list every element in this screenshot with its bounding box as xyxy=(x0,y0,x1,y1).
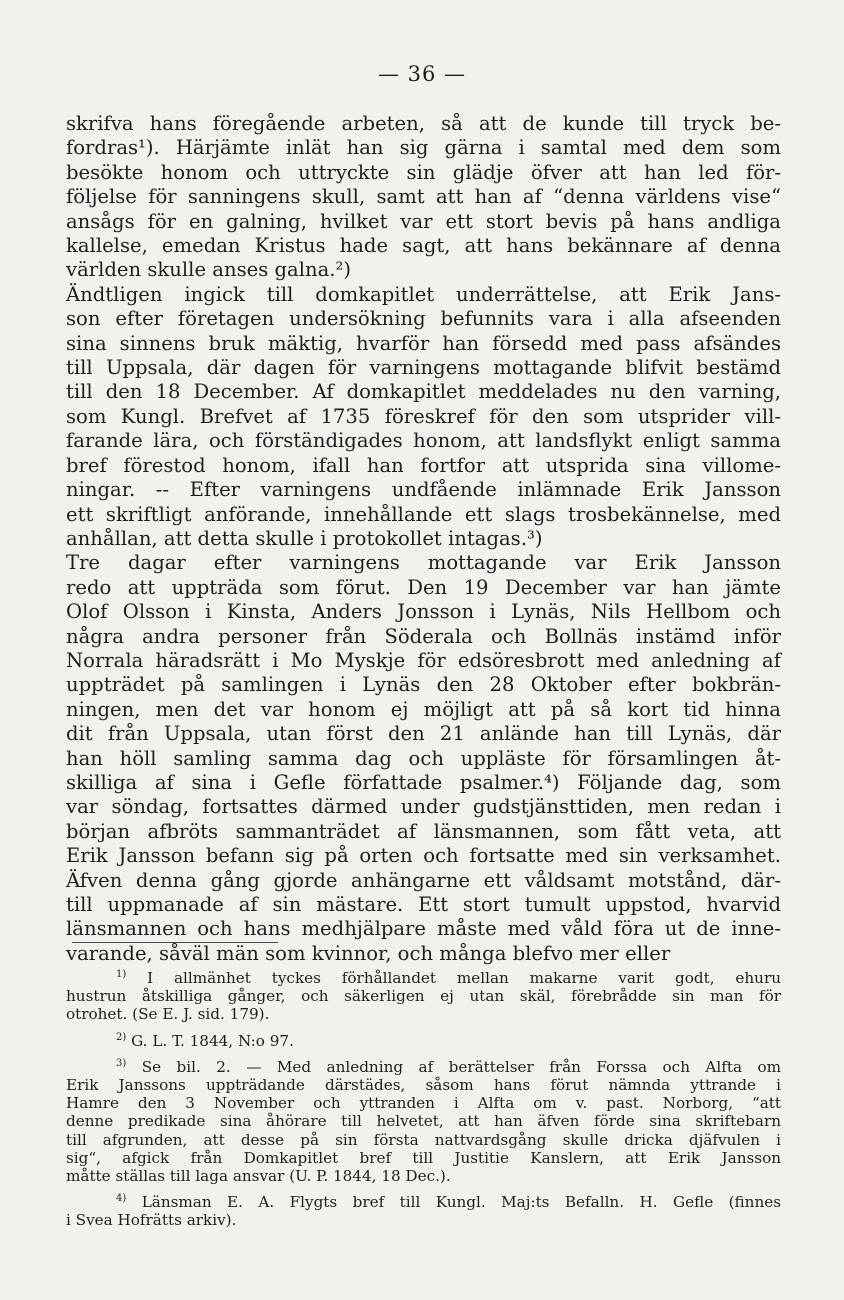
footnote-line: i Svea Hofrätts arkiv). xyxy=(66,1211,237,1230)
body-line: farande lära, och förständigades honom, att landsflykt enligt samma xyxy=(66,429,781,453)
footnote-mark: 4) xyxy=(116,1193,127,1205)
body-line: några andra personer från Söderala och Bollnäs instämd inför xyxy=(66,624,781,648)
body-line: ansågs för en galning, hvilket var ett stort bevis på hans andliga xyxy=(66,209,781,233)
body-line: följelse för sanningens skull, samt att han af “denna världens vise“ xyxy=(66,185,781,209)
footnote-first-line xyxy=(66,1032,781,1050)
body-line: skilliga af sina i Gefle författade psalmer.⁴) Följande dag, som xyxy=(66,770,781,794)
body-line: redo att uppträda som förut. Den 19 December var han jämte xyxy=(66,575,781,599)
footnote-line: hustrun åtskilliga gånger, och säkerligen ej utan skäl, förebrådde sin man för xyxy=(66,987,781,1006)
body-line: var söndag, fortsattes därmed under gudstjänsttiden, men redan i xyxy=(66,795,781,819)
footnote-first-line xyxy=(66,969,781,987)
footnote-mark: 3) xyxy=(116,1057,127,1069)
footnote-line: otrohet. (Se E. J. sid. 179). xyxy=(66,1005,270,1024)
body-line: till den 18 December. Af domkapitlet meddelades nu den varning, xyxy=(66,380,781,404)
body-line: början afbröts sammanträdet af länsmannen, som fått veta, att xyxy=(66,819,781,843)
body-line: ett skriftligt anförande, innehållande ett slags trosbekännelse, med xyxy=(66,502,781,526)
footnote-line: Erik Janssons uppträdande därstädes, såsom hans förut nämnda yttrande i xyxy=(66,1076,781,1095)
body-line: uppträdet på samlingen i Lynäs den 28 Oktober efter bokbrän- xyxy=(66,673,781,697)
body-line: Äfven denna gång gjorde anhängarne ett våldsamt motstånd, där- xyxy=(66,868,781,892)
footnote-text: Länsman E. A. Flygts bref till Kungl. Maj:ts Befalln. H. Gefle (finnes xyxy=(141,1193,782,1212)
footnote xyxy=(66,1193,781,1229)
body-line: ningen, men det var honom ej möjligt att på så kort tid hinna xyxy=(66,697,781,721)
body-line: som Kungl. Brefvet af 1735 föreskref för den som utsprider vill- xyxy=(66,404,781,428)
footnote xyxy=(66,969,781,1024)
body-line: Ändtligen ingick till domkapitlet underrättelse, att Erik Jans- xyxy=(66,282,781,306)
body-line: kallelse, emedan Kristus hade sagt, att hans bekännare af denna xyxy=(66,234,781,258)
footnote xyxy=(66,1058,781,1185)
body-line: son efter företagen undersökning befunnits vara i alla afseenden xyxy=(66,307,781,331)
footnote-text: Se bil. 2. — Med anledning af berättelser från Forssa och Alfta om xyxy=(141,1057,782,1076)
body-line: Norrala häradsrätt i Mo Myskje för edsöresbrott med anledning af xyxy=(66,648,781,672)
body-line: fordras¹). Härjämte inlät han sig gärna i samtal med dem som xyxy=(66,136,781,160)
body-line: han höll samling samma dag och uppläste för församlingen åt- xyxy=(66,746,781,770)
footnote xyxy=(66,1032,781,1050)
footnote-mark: 1) xyxy=(116,968,127,980)
body-line: Olof Olsson i Kinsta, Anders Jonsson i Lynäs, Nils Hellbom och xyxy=(66,600,781,624)
body-line: Tre dagar efter varningens mottagande var Erik Jansson xyxy=(66,551,781,575)
body-line: länsmannen och hans medhjälpare måste med våld föra ut de inne- xyxy=(66,917,781,941)
body-line: varande, såväl män som kvinnor, och många blefvo mer eller xyxy=(66,941,671,965)
body-line: besökte honom och uttryckte sin glädje öfver att han led för- xyxy=(66,160,781,184)
page-number: — 36 — xyxy=(377,62,467,86)
footnote-first-line xyxy=(66,1058,781,1076)
body-line: till Uppsala, där dagen för varningens mottagande blifvit bestämd xyxy=(66,356,781,380)
footnote-text: I allmänhet tyckes förhållandet mellan makarne varit godt, ehuru xyxy=(147,969,781,987)
footnote-line: Hamre den 3 November och yttranden i Alfta om v. past. Norborg, “att xyxy=(66,1094,781,1113)
body-text xyxy=(66,112,781,966)
body-line: skrifva hans föregående arbeten, så att de kunde till tryck be- xyxy=(66,112,781,135)
body-line: dit från Uppsala, utan först den 21 anlände han till Lynäs, där xyxy=(66,722,781,746)
footnote-first-line xyxy=(66,1193,781,1211)
footnote-line: måtte ställas till laga ansvar (U. P. 1844, 18 Dec.). xyxy=(66,1167,451,1186)
body-line: anhållan, att detta skulle i protokollet intagas.³) xyxy=(66,526,543,550)
footnotes xyxy=(66,969,781,1238)
body-line: Erik Jansson befann sig på orten och fortsatte med sin verksamhet. xyxy=(66,844,781,868)
footnote-text: G. L. T. 1844, N:o 97. xyxy=(131,1031,294,1050)
body-line: världen skulle anses galna.²) xyxy=(66,258,352,282)
body-line: sina sinnens bruk mäktig, hvarför han försedd med pass afsändes xyxy=(66,331,781,355)
footnote-rule xyxy=(72,942,278,943)
footnote-line: sig“, afgick från Domkapitlet bref till Justitie Kanslern, att Erik Jansson xyxy=(66,1148,781,1167)
footnote-line: denne predikade sina åhörare till helvetet, att han äfven förde sina skriftebarn xyxy=(66,1112,781,1131)
footnote-line: till afgrunden, att desse på sin första nattvardsgång skulle dricka djäfvulen i xyxy=(66,1130,781,1149)
body-line: till uppmanade af sin mästare. Ett stort tumult uppstod, hvarvid xyxy=(66,893,781,916)
footnote-mark: 2) xyxy=(116,1031,127,1043)
body-line: ningar. -- Efter varningens undfående inlämnade Erik Jansson xyxy=(66,478,781,502)
body-line: bref förestod honom, ifall han fortfor att utsprida sina villome- xyxy=(66,453,781,477)
